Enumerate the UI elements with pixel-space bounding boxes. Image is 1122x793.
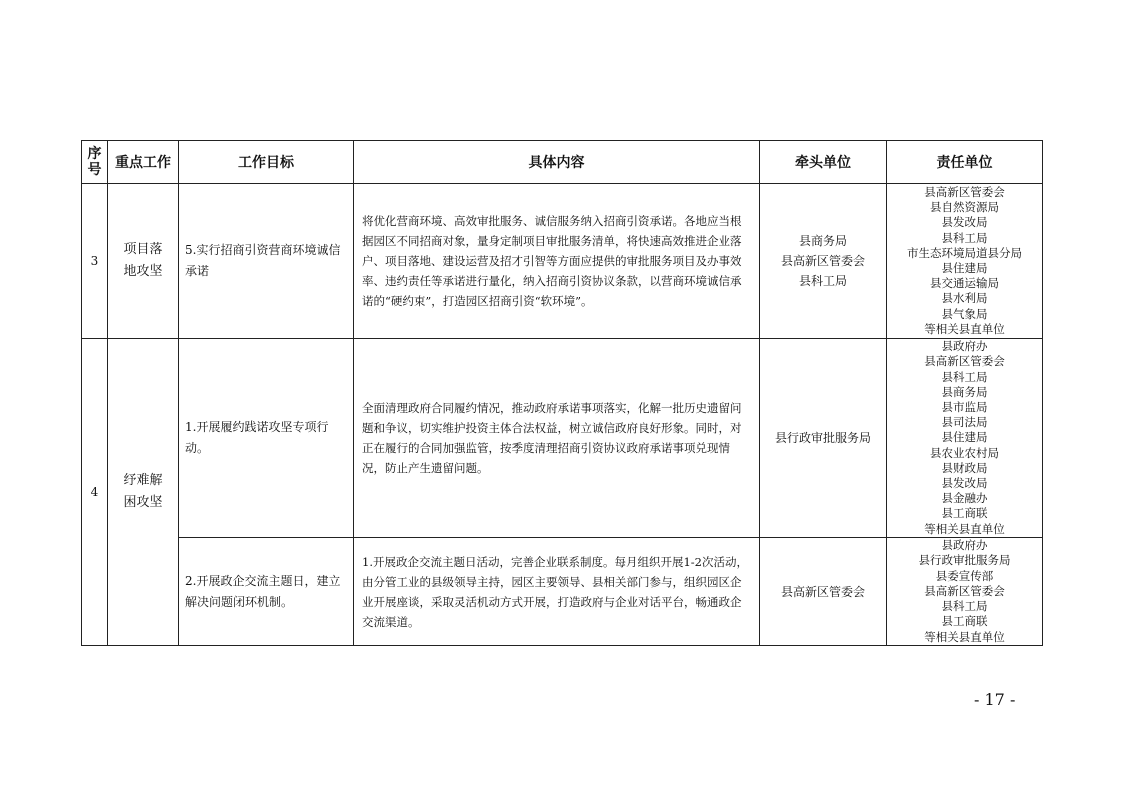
header-resp-unit: 责任单位 [887, 141, 1043, 184]
row-resp-units: 县政府办 县高新区管委会 县科工局 县商务局 县市监局 县司法局 县住建局 县农业农村局 县财政局 县发改局 县金融办 县工商联 等相关县直单位 [887, 339, 1043, 538]
row-lead-units: 县行政审批服务局 [760, 339, 887, 538]
page-number: - 17 - [974, 690, 1016, 709]
row-content: 1.开展政企交流主题日活动，完善企业联系制度。每月组织开展1-2次活动，由分管工业的县级领导主持，园区主要领导、县相关部门参与，组织园区企业开展座谈，采取灵活机动方式开展，打造政府与企业对话平台，畅通政企交流渠道。 [354, 538, 760, 646]
row-goal: 1.开展履约践诺攻坚专项行动。 [179, 339, 354, 538]
row-goal: 5.实行招商引资营商环境诚信承诺 [179, 184, 354, 339]
header-key-work: 重点工作 [108, 141, 179, 184]
header-lead-unit: 牵头单位 [760, 141, 887, 184]
row-lead-units: 县高新区管委会 [760, 538, 887, 646]
row-resp-units: 县政府办 县行政审批服务局 县委宣传部 县高新区管委会 县科工局 县工商联 等相关县直单位 [887, 538, 1043, 646]
table-row [82, 184, 1043, 339]
table-header-row [82, 141, 1043, 184]
row-key-work: 纾难解 困攻坚 [108, 339, 179, 646]
row-resp-units: 县高新区管委会 县自然资源局 县发改局 县科工局 市生态环境局道县分局 县住建局 县交通运输局 县水利局 县气象局 等相关县直单位 [887, 184, 1043, 339]
header-seq: 序号 [82, 141, 108, 184]
row-lead-units: 县商务局 县高新区管委会 县科工局 [760, 184, 887, 339]
row-goal: 2.开展政企交流主题日，建立解决问题闭环机制。 [179, 538, 354, 646]
row-seq: 4 [82, 339, 108, 646]
table-row [82, 538, 1043, 646]
row-content: 将优化营商环境、高效审批服务、诚信服务纳入招商引资承诺。各地应当根据园区不同招商对象，量身定制项目审批服务清单，将快速高效推进企业落户、项目落地、建设运营及招才引智等方面应提供的审批服务项目及办事效率、违约责任等承诺进行量化，纳入招商引资协议条款，以营商环境诚信承诺的“硬约束”，打造园区招商引资“软环境”。 [354, 184, 760, 339]
header-content: 具体内容 [354, 141, 760, 184]
row-key-work: 项目落 地攻坚 [108, 184, 179, 339]
row-seq: 3 [82, 184, 108, 339]
header-goal: 工作目标 [179, 141, 354, 184]
work-plan-table [81, 140, 1043, 646]
table-row [82, 339, 1043, 538]
row-content: 全面清理政府合同履约情况，推动政府承诺事项落实，化解一批历史遗留问题和争议，切实维护投资主体合法权益，树立诚信政府良好形象。同时，对正在履行的合同加强监管，按季度清理招商引资协议政府承诺事项兑现情况，防止产生遗留问题。 [354, 339, 760, 538]
